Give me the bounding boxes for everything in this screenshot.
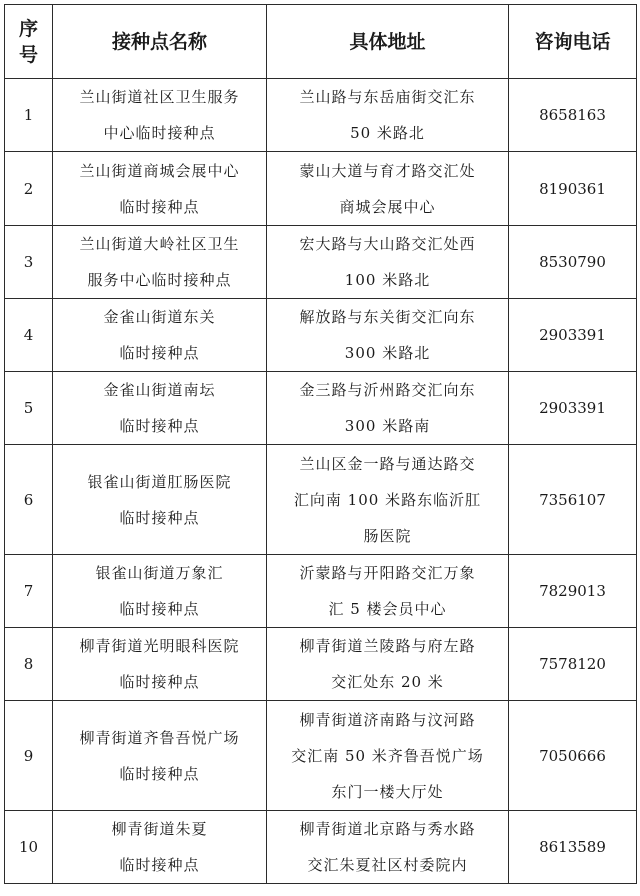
header-name: 接种点名称 <box>53 5 267 79</box>
row-seq-cell: 2 <box>5 152 53 226</box>
row-seq-cell: 9 <box>5 701 53 811</box>
table-row <box>5 555 637 628</box>
row-phone-cell: 7829013 <box>509 555 637 628</box>
table-row <box>5 811 637 884</box>
address-line: 柳青街道北京路与秀水路 <box>299 820 476 838</box>
site-name-line: 兰山街道社区卫生服务 <box>79 88 240 106</box>
site-name-line: 柳青街道朱夏 <box>111 820 208 838</box>
row-seq-cell: 10 <box>5 811 53 884</box>
site-name-line: 服务中心临时接种点 <box>87 271 232 289</box>
row-phone-cell: 2903391 <box>509 299 637 372</box>
address-line: 沂蒙路与开阳路交汇万象 <box>299 564 476 582</box>
site-name-line: 临时接种点 <box>119 673 200 691</box>
site-name-line: 临时接种点 <box>119 508 200 527</box>
row-address-cell <box>267 701 509 811</box>
row-seq-cell: 1 <box>5 79 53 152</box>
row-phone-cell: 7356107 <box>509 445 637 555</box>
header-seq-line2: 号 <box>18 43 38 66</box>
header-address: 具体地址 <box>267 5 509 79</box>
row-address-cell <box>267 79 509 152</box>
site-name-line: 中心临时接种点 <box>103 124 216 142</box>
row-seq-cell: 3 <box>5 226 53 299</box>
site-name-line: 金雀山街道东关 <box>103 308 216 326</box>
row-site-name-cell <box>53 299 267 372</box>
row-seq-cell: 4 <box>5 299 53 372</box>
table-row <box>5 79 637 152</box>
site-name-line: 临时接种点 <box>119 856 200 874</box>
row-phone-cell: 7578120 <box>509 628 637 701</box>
address-line: 肠医院 <box>363 526 412 545</box>
table-row <box>5 226 637 299</box>
row-site-name-cell <box>53 79 267 152</box>
row-site-name-cell <box>53 628 267 701</box>
address-line: 300 米路北 <box>344 344 431 362</box>
row-seq-cell: 7 <box>5 555 53 628</box>
row-site-name-cell <box>53 226 267 299</box>
address-line: 兰山区金一路与通达路交 <box>299 454 476 473</box>
row-phone-cell: 2903391 <box>509 372 637 445</box>
address-line: 宏大路与大山路交汇处西 <box>299 235 476 253</box>
row-address-cell <box>267 445 509 555</box>
row-site-name-cell <box>53 445 267 555</box>
address-line: 金三路与沂州路交汇向东 <box>299 381 476 399</box>
site-name-line: 临时接种点 <box>119 417 200 435</box>
address-line: 汇 5 楼会员中心 <box>328 600 447 618</box>
site-name-line: 银雀山街道肛肠医院 <box>87 472 232 491</box>
table-row <box>5 445 637 555</box>
row-site-name-cell <box>53 372 267 445</box>
row-phone-cell: 8530790 <box>509 226 637 299</box>
table-body <box>5 79 637 884</box>
table-header-row <box>5 5 637 79</box>
row-address-cell <box>267 299 509 372</box>
site-name-line: 临时接种点 <box>119 600 200 618</box>
site-name-line: 柳青街道光明眼科医院 <box>79 637 240 655</box>
header-seq-line1: 序 <box>18 17 38 40</box>
address-line: 兰山路与东岳庙街交汇东 <box>299 88 476 106</box>
row-seq-cell: 8 <box>5 628 53 701</box>
row-phone-cell: 7050666 <box>509 701 637 811</box>
address-line: 解放路与东关街交汇向东 <box>299 308 476 326</box>
row-site-name-cell <box>53 152 267 226</box>
site-name-line: 临时接种点 <box>119 344 200 362</box>
site-name-line: 临时接种点 <box>119 197 200 216</box>
row-seq-cell: 6 <box>5 445 53 555</box>
address-line: 柳青街道兰陵路与府左路 <box>299 637 476 655</box>
header-seq <box>5 5 53 79</box>
address-line: 蒙山大道与育才路交汇处 <box>299 161 476 180</box>
site-name-line: 银雀山街道万象汇 <box>95 564 224 582</box>
table-row <box>5 152 637 226</box>
address-line: 300 米路南 <box>344 417 431 435</box>
address-line: 交汇处东 20 米 <box>331 673 444 691</box>
site-name-line: 临时接种点 <box>119 764 200 783</box>
row-address-cell <box>267 226 509 299</box>
site-name-line: 兰山街道商城会展中心 <box>79 161 240 180</box>
row-address-cell <box>267 555 509 628</box>
table-row <box>5 701 637 811</box>
row-address-cell <box>267 811 509 884</box>
row-site-name-cell <box>53 701 267 811</box>
row-phone-cell: 8190361 <box>509 152 637 226</box>
site-name-line: 柳青街道齐鲁吾悦广场 <box>79 728 240 747</box>
vaccination-sites-table <box>4 4 637 884</box>
row-address-cell <box>267 372 509 445</box>
row-site-name-cell <box>53 555 267 628</box>
site-name-line: 金雀山街道南坛 <box>103 381 216 399</box>
address-line: 柳青街道济南路与汶河路 <box>299 710 476 729</box>
row-address-cell <box>267 152 509 226</box>
address-line: 东门一楼大厅处 <box>331 782 444 801</box>
header-phone: 咨询电话 <box>509 5 637 79</box>
address-line: 100 米路北 <box>344 271 431 289</box>
row-site-name-cell <box>53 811 267 884</box>
row-seq-cell: 5 <box>5 372 53 445</box>
table-row <box>5 628 637 701</box>
site-name-line: 兰山街道大岭社区卫生 <box>79 235 240 253</box>
row-phone-cell: 8613589 <box>509 811 637 884</box>
address-line: 50 米路北 <box>350 124 425 142</box>
address-line: 交汇南 50 米齐鲁吾悦广场 <box>291 746 484 765</box>
row-address-cell <box>267 628 509 701</box>
row-phone-cell: 8658163 <box>509 79 637 152</box>
table-row <box>5 372 637 445</box>
address-line: 交汇朱夏社区村委院内 <box>307 856 468 874</box>
address-line: 商城会展中心 <box>339 197 436 216</box>
address-line: 汇向南 100 米路东临沂肛 <box>293 490 482 509</box>
table-row <box>5 299 637 372</box>
